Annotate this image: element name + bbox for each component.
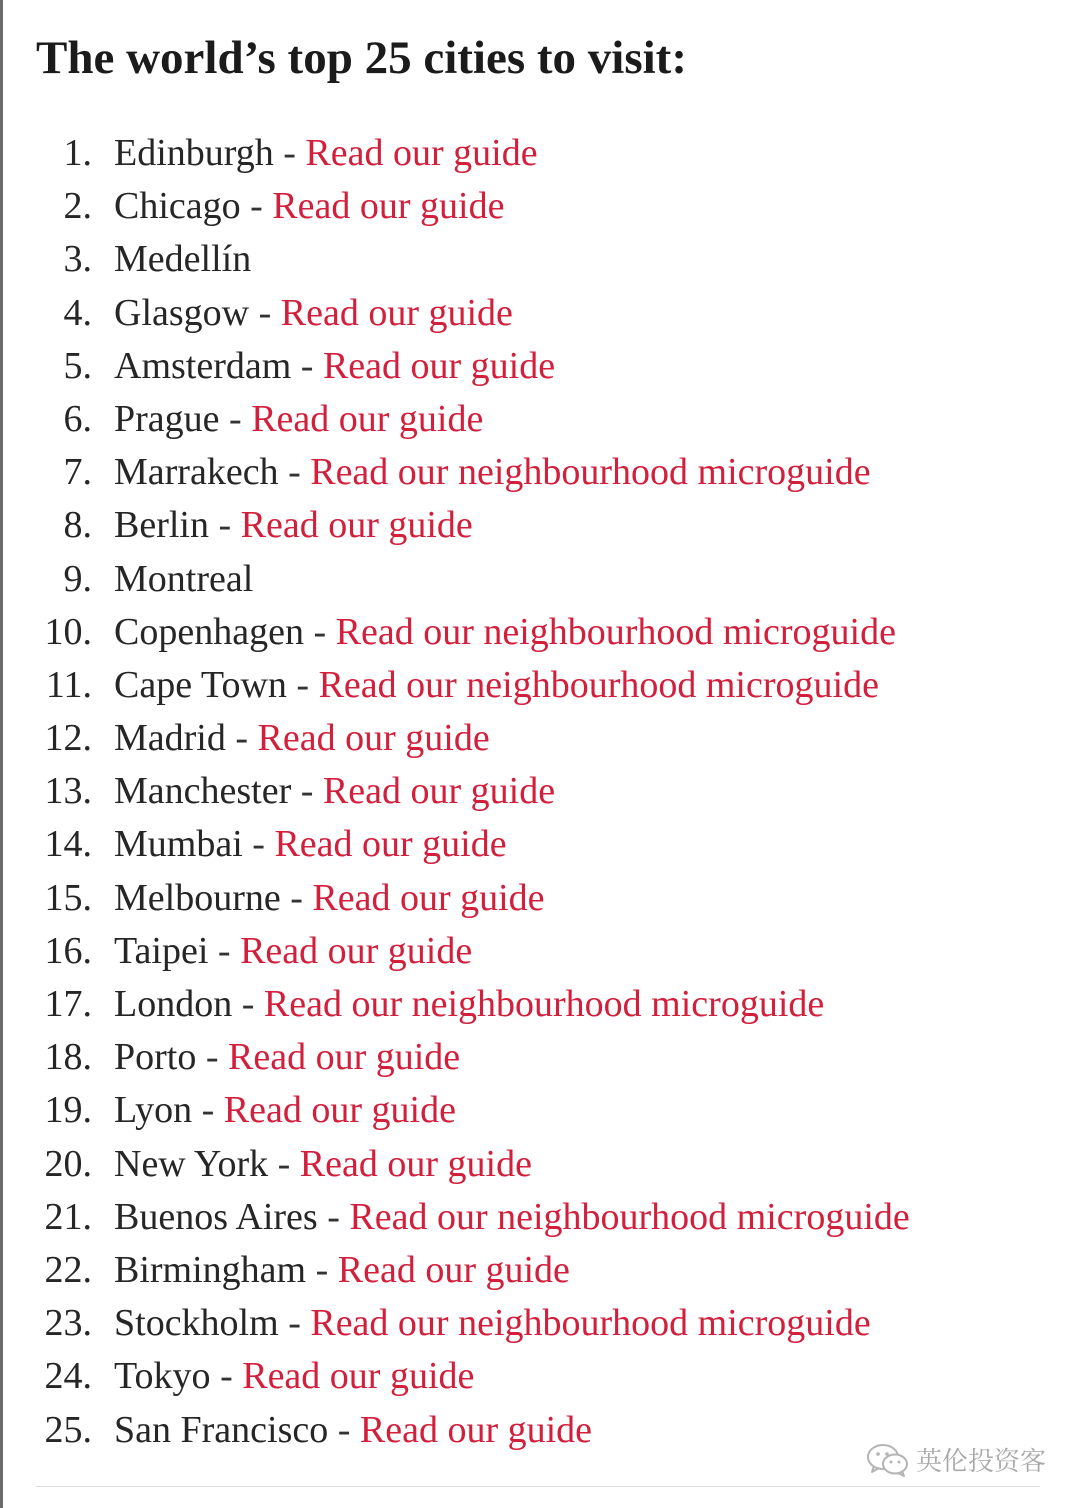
watermark — [866, 1441, 1046, 1478]
guide-link[interactable]: Read our guide — [240, 929, 473, 972]
guide-link[interactable]: Read our guide — [337, 1248, 570, 1291]
city-name: London — [114, 983, 233, 1025]
list-entry — [114, 1138, 532, 1191]
list-number: 16. — [44, 929, 92, 972]
guide-link[interactable]: Read our guide — [305, 132, 538, 174]
list-number: 5. — [63, 344, 92, 387]
guide-link[interactable]: Read our guide — [322, 344, 556, 387]
list-item — [0, 712, 1080, 765]
list-entry — [114, 393, 483, 446]
city-name: San Francisco — [114, 1408, 329, 1451]
list-number: 6. — [63, 397, 92, 440]
city-name: Marrakech — [114, 451, 279, 494]
separator-dash: - — [290, 876, 303, 919]
city-name: Melbourne — [114, 876, 281, 919]
guide-link[interactable]: Read our guide — [299, 1142, 532, 1185]
guide-link[interactable]: Read our guide — [242, 1355, 475, 1398]
city-list — [0, 127, 1080, 1457]
list-item — [0, 659, 1080, 712]
list-entry — [114, 712, 490, 765]
city-name: Glasgow — [114, 291, 250, 334]
city-name: Copenhagen — [114, 610, 304, 653]
city-name: New York — [114, 1142, 269, 1185]
list-entry — [114, 553, 253, 606]
list-entry — [114, 499, 473, 552]
guide-link[interactable]: Read our guide — [223, 1089, 456, 1132]
list-number: 2. — [63, 185, 92, 228]
watermark-text: 英伦投资客 — [915, 1447, 1046, 1477]
city-name: Montreal — [114, 557, 254, 600]
list-item — [0, 1244, 1080, 1297]
guide-link[interactable]: Read our neighbourhood microguide — [310, 451, 871, 494]
city-name: Stockholm — [114, 1302, 279, 1345]
list-number: 17. — [44, 983, 92, 1025]
separator-dash: - — [313, 610, 327, 653]
list-item — [0, 925, 1080, 978]
list-item — [0, 127, 1080, 180]
list-item — [0, 1031, 1080, 1084]
separator-dash: - — [252, 823, 265, 866]
page-title: The world’s top 25 cities to visit: — [36, 32, 687, 84]
separator-dash: - — [327, 1195, 340, 1238]
separator-dash: - — [283, 132, 296, 174]
list-item — [0, 818, 1080, 871]
city-name: Birmingham — [114, 1248, 307, 1291]
list-number: 3. — [63, 238, 92, 281]
separator-dash: - — [288, 451, 301, 494]
separator-dash: - — [229, 397, 242, 440]
guide-link[interactable]: Read our guide — [240, 504, 473, 547]
separator-dash: - — [205, 1036, 219, 1079]
footer-divider — [36, 1486, 1040, 1487]
guide-link[interactable]: Read our guide — [274, 823, 507, 866]
list-item — [0, 1191, 1080, 1244]
list-item — [0, 180, 1080, 233]
guide-link[interactable]: Read our guide — [280, 291, 513, 334]
list-item — [0, 233, 1080, 286]
list-item — [0, 1350, 1080, 1403]
separator-dash: - — [300, 344, 314, 387]
list-number: 12. — [44, 717, 92, 760]
city-name: Buenos Aires — [114, 1195, 318, 1238]
list-item — [0, 499, 1080, 552]
city-name: Madrid — [114, 717, 226, 760]
city-name: Tokyo — [114, 1355, 211, 1398]
list-number: 15. — [44, 876, 92, 919]
separator-dash: - — [250, 185, 263, 228]
guide-link[interactable]: Read our neighbourhood microguide — [335, 610, 896, 653]
guide-link[interactable]: Read our guide — [322, 770, 556, 813]
list-entry — [114, 1031, 460, 1084]
list-number: 22. — [44, 1248, 92, 1291]
wechat-icon — [866, 1442, 910, 1478]
city-name: Taipei — [114, 929, 209, 972]
separator-dash: - — [315, 1248, 329, 1291]
city-name: Porto — [114, 1036, 197, 1079]
separator-dash: - — [296, 663, 310, 706]
list-item — [0, 606, 1080, 659]
list-number: 23. — [44, 1302, 92, 1345]
list-number: 14. — [44, 823, 92, 866]
separator-dash: - — [220, 1355, 233, 1398]
list-entry — [114, 180, 504, 233]
list-entry — [114, 659, 879, 712]
separator-dash: - — [258, 291, 272, 334]
list-entry — [114, 1404, 592, 1457]
separator-dash: - — [218, 504, 232, 547]
separator-dash: - — [277, 1142, 291, 1185]
city-name: Cape Town — [114, 663, 287, 706]
guide-link[interactable]: Read our guide — [257, 717, 490, 760]
list-number: 10. — [44, 610, 92, 653]
list-number: 19. — [44, 1089, 92, 1132]
list-item — [0, 287, 1080, 340]
separator-dash: - — [337, 1408, 351, 1451]
list-number: 21. — [44, 1195, 92, 1238]
list-number: 18. — [44, 1036, 92, 1079]
list-entry — [114, 765, 555, 818]
list-number: 8. — [63, 504, 92, 547]
list-entry — [114, 1244, 570, 1297]
list-entry — [114, 1084, 456, 1137]
list-entry — [114, 606, 896, 659]
list-entry — [114, 340, 555, 393]
city-name: Lyon — [114, 1089, 193, 1132]
city-name: Mumbai — [114, 823, 243, 866]
guide-link[interactable]: Read our guide — [312, 876, 545, 919]
list-entry — [114, 925, 472, 978]
list-number: 13. — [44, 770, 92, 813]
list-item — [0, 1138, 1080, 1191]
list-number: 20. — [44, 1142, 92, 1185]
city-name: Amsterdam — [114, 344, 292, 387]
city-name: Edinburgh — [114, 132, 274, 174]
list-number: 25. — [44, 1408, 92, 1451]
list-number: 11. — [45, 663, 92, 706]
list-entry — [114, 1350, 474, 1403]
guide-link[interactable]: Read our guide — [228, 1036, 461, 1079]
guide-link[interactable]: Read our neighbourhood microguide — [263, 983, 825, 1025]
list-item — [0, 1297, 1080, 1350]
list-entry — [114, 233, 251, 286]
separator-dash: - — [201, 1089, 215, 1132]
list-item — [0, 765, 1080, 818]
list-item — [0, 340, 1080, 393]
separator-dash: - — [217, 929, 231, 972]
list-number: 24. — [44, 1355, 92, 1398]
list-number: 7. — [63, 451, 92, 494]
list-entry — [114, 978, 824, 1031]
guide-link[interactable]: Read our neighbourhood microguide — [349, 1195, 910, 1238]
list-entry — [114, 287, 513, 340]
guide-link[interactable]: Read our guide — [359, 1408, 593, 1451]
list-entry — [114, 818, 507, 871]
list-item — [0, 1084, 1080, 1137]
list-item — [0, 978, 1080, 1031]
list-entry — [114, 1191, 910, 1244]
separator-dash: - — [235, 717, 249, 760]
city-name: Prague — [114, 397, 220, 440]
separator-dash: - — [241, 983, 255, 1025]
guide-link[interactable]: Read our guide — [272, 185, 505, 228]
list-number: 4. — [63, 291, 92, 334]
separator-dash: - — [300, 770, 314, 813]
separator-dash: - — [288, 1302, 301, 1345]
list-entry — [114, 1297, 871, 1350]
guide-link[interactable]: Read our guide — [251, 397, 484, 440]
list-item — [0, 393, 1080, 446]
guide-link[interactable]: Read our neighbourhood microguide — [318, 663, 879, 706]
list-entry — [114, 872, 545, 925]
list-number: 9. — [63, 557, 92, 600]
list-number: 1. — [63, 132, 92, 174]
city-name: Manchester — [114, 770, 292, 813]
list-entry — [114, 446, 871, 499]
list-entry — [114, 127, 538, 180]
city-name: Berlin — [114, 504, 209, 547]
guide-link[interactable]: Read our neighbourhood microguide — [310, 1302, 871, 1345]
city-name: Medellín — [114, 238, 252, 281]
list-item — [0, 872, 1080, 925]
list-item — [0, 446, 1080, 499]
list-item — [0, 553, 1080, 606]
city-name: Chicago — [114, 185, 241, 228]
